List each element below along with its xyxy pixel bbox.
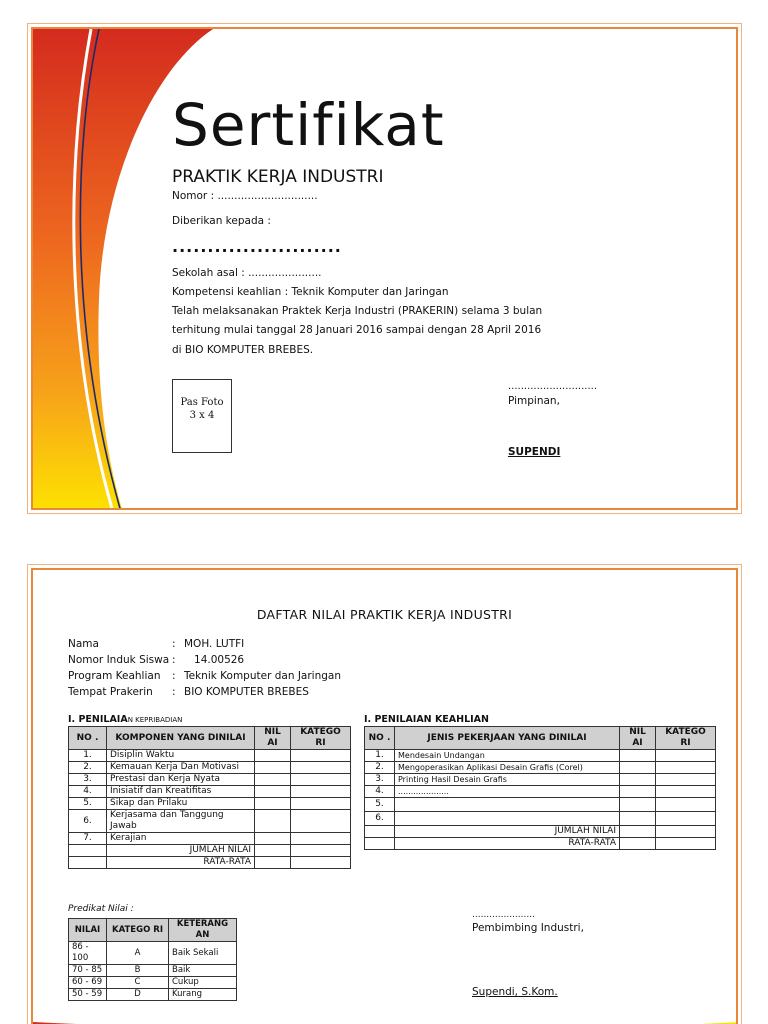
identity-value: 14.00526 <box>184 654 245 666</box>
row-no: 4. <box>69 786 107 798</box>
col-header-kategori: KATEGO RI <box>107 919 169 942</box>
certificate-subtitle: PRAKTIK KERJA INDUSTRI <box>172 167 384 187</box>
photo-placeholder <box>172 379 232 453</box>
identity-colon: : <box>172 638 176 650</box>
row-kategori[interactable] <box>656 762 716 774</box>
row-kategori[interactable] <box>656 774 716 786</box>
completed-line: Telah melaksanakan Praktek Kerja Industri (PRAKERIN) selama 3 bulan <box>172 305 543 317</box>
recipient-name-placeholder: ........................ <box>172 237 342 256</box>
total-nilai[interactable] <box>255 845 291 857</box>
row-no: 6. <box>365 812 395 826</box>
identity-label: Program Keahlian <box>68 670 161 682</box>
col-header-nilai: NIL AI <box>255 727 291 750</box>
average-label: RATA-RATA <box>107 857 255 869</box>
row-kategori[interactable] <box>656 798 716 812</box>
grade-sheet-page <box>31 568 738 1024</box>
personality-section-title <box>68 714 182 725</box>
competency-line: Kompetensi keahlian : Teknik Komputer dan Jaringan <box>172 286 449 298</box>
signer-dots: ............................ <box>508 381 598 392</box>
identity-value: MOH. LUTFI <box>184 638 245 650</box>
table-row <box>365 786 716 798</box>
row-nilai[interactable] <box>620 812 656 826</box>
row-kategori[interactable] <box>291 833 351 845</box>
identity-row <box>68 684 341 700</box>
identity-label: Nama <box>68 638 99 650</box>
row-nilai[interactable] <box>255 750 291 762</box>
supervisor-name: Supendi, S.Kom. <box>472 986 558 998</box>
row-kategori[interactable] <box>291 786 351 798</box>
photo-size: 3 x 4 <box>189 410 215 421</box>
row-item: Printing Hasil Desain Grafis <box>395 774 620 786</box>
row-item: Kerajian <box>107 833 255 845</box>
row-item: Disiplin Waktu <box>107 750 255 762</box>
table-row <box>69 786 351 798</box>
predicate-range: 86 - 100 <box>69 942 107 965</box>
identity-value: Teknik Komputer dan Jaringan <box>184 670 341 682</box>
predicate-range: 50 - 59 <box>69 989 107 1001</box>
table-row <box>69 762 351 774</box>
identity-label: Tempat Prakerin <box>68 686 153 698</box>
table-row <box>69 750 351 762</box>
row-nilai[interactable] <box>255 762 291 774</box>
row-item: Inisiatif dan Kreatifitas <box>107 786 255 798</box>
row-nilai[interactable] <box>255 786 291 798</box>
supervisor-dots: ...................... <box>472 910 535 920</box>
row-no: 3. <box>69 774 107 786</box>
table-row <box>69 833 351 845</box>
row-no: 2. <box>69 762 107 774</box>
personality-title-main: I. PENILAIA <box>68 714 128 725</box>
row-no: 4. <box>365 786 395 798</box>
total-row <box>69 845 351 857</box>
predicate-label: Predikat Nilai : <box>68 904 134 914</box>
sheet-swoosh-decoration <box>33 996 738 1024</box>
row-nilai[interactable] <box>255 798 291 810</box>
average-kategori[interactable] <box>656 838 716 850</box>
col-header-no: NO . <box>69 727 107 750</box>
col-header-komponen: KOMPONEN YANG DINILAI <box>107 727 255 750</box>
average-kategori[interactable] <box>291 857 351 869</box>
personality-title-small: N KEPRIBADIAN <box>127 716 183 724</box>
identity-label: Nomor Induk Siswa <box>68 654 170 666</box>
predicate-grade: D <box>107 989 169 1001</box>
table-row <box>69 942 237 965</box>
row-nilai[interactable] <box>255 833 291 845</box>
total-kategori[interactable] <box>656 826 716 838</box>
identity-colon: : <box>172 654 176 666</box>
predicate-grade: C <box>107 977 169 989</box>
certificate-title: Sertifikat <box>172 91 445 159</box>
total-kategori[interactable] <box>291 845 351 857</box>
row-nilai[interactable] <box>620 750 656 762</box>
row-nilai[interactable] <box>620 786 656 798</box>
row-item: Mendesain Undangan <box>395 750 620 762</box>
col-header-kategori: KATEGO RI <box>656 727 716 750</box>
certificate-number: Nomor : .............................. <box>172 190 318 202</box>
row-nilai[interactable] <box>620 774 656 786</box>
given-to-label: Diberikan kepada : <box>172 215 271 227</box>
predicate-range: 70 - 85 <box>69 965 107 977</box>
certificate-page <box>31 27 738 510</box>
row-item[interactable] <box>395 812 620 826</box>
row-nilai[interactable] <box>255 810 291 833</box>
signer-title: Pimpinan, <box>508 395 560 407</box>
row-kategori[interactable] <box>291 774 351 786</box>
photo-label: Pas Foto <box>180 397 224 408</box>
predicate-grade: A <box>107 942 169 965</box>
row-item: Prestasi dan Kerja Nyata <box>107 774 255 786</box>
table-row <box>365 812 716 826</box>
table-row <box>365 750 716 762</box>
identity-colon: : <box>172 686 176 698</box>
row-item[interactable] <box>395 798 620 812</box>
grade-sheet-title: DAFTAR NILAI PRAKTIK KERJA INDUSTRI <box>256 607 513 622</box>
row-no: 3. <box>365 774 395 786</box>
location-line: di BIO KOMPUTER BREBES. <box>172 344 314 356</box>
student-identity <box>68 636 341 700</box>
predicate-desc: Cukup <box>169 977 237 989</box>
col-header-nilai: NIL AI <box>620 727 656 750</box>
average-nilai[interactable] <box>620 838 656 850</box>
table-row <box>365 762 716 774</box>
row-item: Kemauan Kerja Dan Motivasi <box>107 762 255 774</box>
skills-table <box>364 726 716 850</box>
identity-colon: : <box>172 670 176 682</box>
table-row <box>69 965 237 977</box>
row-item: .................... <box>395 786 620 798</box>
row-no: 5. <box>365 798 395 812</box>
total-row <box>365 826 716 838</box>
school-origin: Sekolah asal : ...................... <box>172 267 322 279</box>
table-row <box>365 798 716 812</box>
col-header-keterangan: KETERANG AN <box>169 919 237 942</box>
total-nilai[interactable] <box>620 826 656 838</box>
row-kategori[interactable] <box>291 798 351 810</box>
row-item: Mengoperasikan Aplikasi Desain Grafis (Corel) <box>395 762 620 774</box>
row-kategori[interactable] <box>291 750 351 762</box>
row-item: Kerjasama dan Tanggung Jawab <box>107 810 255 833</box>
predicate-grade: B <box>107 965 169 977</box>
total-label: JUMLAH NILAI <box>107 845 255 857</box>
row-no: 6. <box>69 810 107 833</box>
row-item: Sikap dan Prilaku <box>107 798 255 810</box>
average-row <box>365 838 716 850</box>
skills-section-title: I. PENILAIAN KEAHLIAN <box>364 714 489 725</box>
average-row <box>69 857 351 869</box>
row-kategori[interactable] <box>291 810 351 833</box>
identity-value: BIO KOMPUTER BREBES <box>184 686 309 698</box>
identity-row <box>68 652 341 668</box>
identity-row <box>68 636 341 652</box>
row-kategori[interactable] <box>656 812 716 826</box>
average-nilai[interactable] <box>255 857 291 869</box>
row-no: 1. <box>69 750 107 762</box>
col-header-kategori: KATEGO RI <box>291 727 351 750</box>
predicate-desc: Baik Sekali <box>169 942 237 965</box>
col-header-no: NO . <box>365 727 395 750</box>
row-no: 7. <box>69 833 107 845</box>
table-row <box>69 977 237 989</box>
signer-name: SUPENDI <box>508 446 561 458</box>
table-row <box>69 798 351 810</box>
identity-row <box>68 668 341 684</box>
row-nilai[interactable] <box>620 762 656 774</box>
personality-table <box>68 726 351 869</box>
predicate-range: 60 - 69 <box>69 977 107 989</box>
period-line: terhitung mulai tanggal 28 Januari 2016 sampai dengan 28 April 2016 <box>172 324 542 336</box>
predicate-desc: Baik <box>169 965 237 977</box>
row-no: 5. <box>69 798 107 810</box>
predicate-table <box>68 918 237 1001</box>
row-nilai[interactable] <box>620 798 656 812</box>
table-header-row <box>69 727 351 750</box>
table-header-row <box>365 727 716 750</box>
table-row <box>69 774 351 786</box>
table-row <box>69 810 351 833</box>
predicate-desc: Kurang <box>169 989 237 1001</box>
row-no: 1. <box>365 750 395 762</box>
row-nilai[interactable] <box>255 774 291 786</box>
table-row <box>365 774 716 786</box>
row-no: 2. <box>365 762 395 774</box>
row-kategori[interactable] <box>291 762 351 774</box>
average-label: RATA-RATA <box>395 838 620 850</box>
row-kategori[interactable] <box>656 786 716 798</box>
total-label: JUMLAH NILAI <box>395 826 620 838</box>
supervisor-title: Pembimbing Industri, <box>472 922 584 934</box>
col-header-jenis: JENIS PEKERJAAN YANG DINILAI <box>395 727 620 750</box>
col-header-nilai: NILAI <box>69 919 107 942</box>
row-kategori[interactable] <box>656 750 716 762</box>
table-header-row <box>69 919 237 942</box>
